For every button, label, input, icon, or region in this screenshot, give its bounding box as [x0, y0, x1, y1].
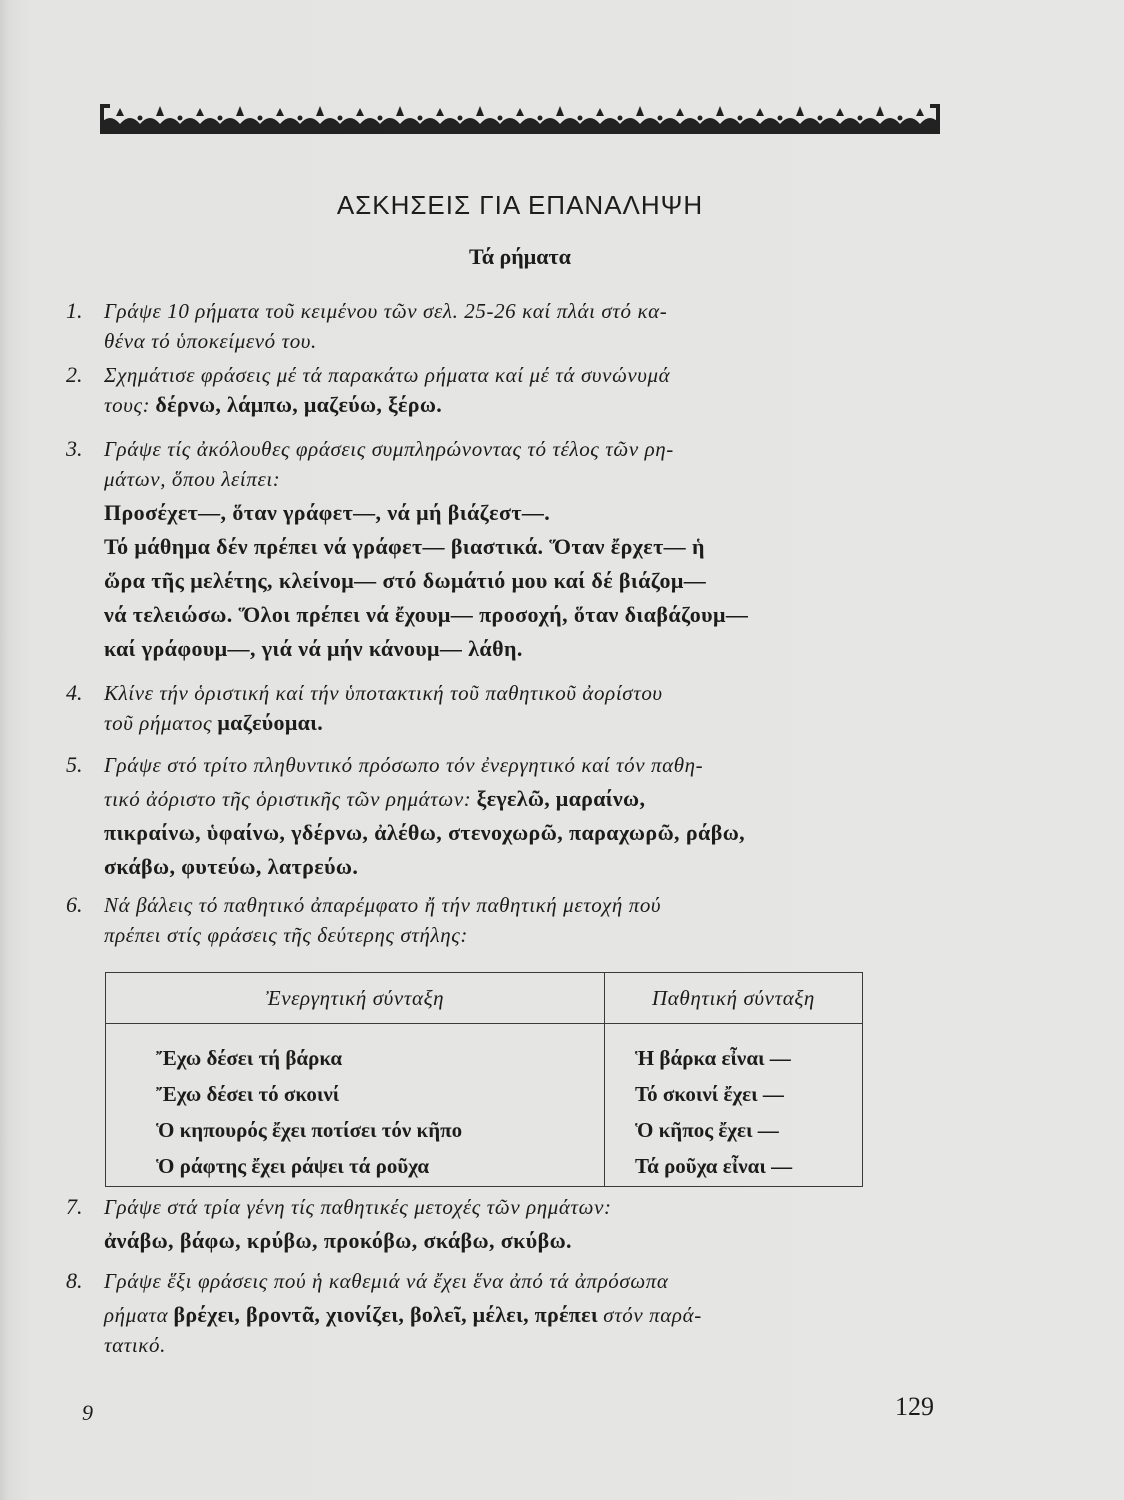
verb-list: ξεγελῶ, μαραίνω, [476, 786, 646, 811]
exercise-8 [66, 1266, 946, 1360]
exercise-text-line: τατικό. [104, 1333, 166, 1357]
verb-list: βρέχει, βροντᾶ, χιονίζει, βολεῖ, μέλει, πρέπει [173, 1302, 598, 1327]
exercise-text-fragment: στόν παρά- [603, 1303, 702, 1327]
fill-in-sentence: νά τελειώσω. Ὅλοι πρέπει νά ἔχουμ— προσοχή, ὅταν διαβάζουμ— [104, 602, 749, 627]
active-sentence: Ἔχω δέσει τό σκοινί [156, 1082, 340, 1106]
verb-list: μαζεύομαι. [217, 710, 324, 735]
active-sentence: Ὁ κηπουρός ἔχει ποτίσει τόν κῆπο [156, 1118, 463, 1142]
page-number: 129 [895, 1392, 934, 1421]
exercise-text-fragment: ρήματα [104, 1303, 169, 1327]
exercise-number: 3. [66, 436, 83, 461]
exercise-text-fragment: τους: [104, 393, 151, 417]
exercise-number: 5. [66, 752, 83, 777]
column-header-active: Ἐνεργητική σύνταξη [106, 973, 605, 1024]
exercise-5 [66, 750, 946, 882]
verb-list: πικραίνω, ὑφαίνω, γδέρνω, ἀλέθω, στενοχωρῶ, παραχωρῶ, ράβω, [104, 820, 746, 845]
fill-in-sentence: ὥρα τῆς μελέτης, κλείνομ— στό δωμάτιό μου καί δέ βιάζομ— [104, 568, 707, 593]
table-row [106, 1024, 863, 1187]
column-header-passive: Παθητική σύνταξη [605, 973, 863, 1024]
table-header-row [106, 973, 863, 1024]
exercise-4 [66, 678, 946, 738]
passive-sentence: Ἡ βάρκα εἶναι — [635, 1046, 791, 1070]
exercise-6 [66, 890, 946, 950]
exercise-text-line: θένα τό ὑποκείμενό του. [104, 329, 317, 353]
passive-sentence: Ὁ κῆπος ἔχει — [635, 1118, 779, 1142]
exercise-number: 4. [66, 680, 83, 705]
decorative-border-ornament [100, 98, 940, 134]
verb-list: σκάβω, φυτεύω, λατρεύω. [104, 854, 359, 879]
exercise-text-fragment: τικό ἀόριστο τῆς ὁριστικῆς τῶν ρημάτων: [104, 787, 472, 811]
fill-in-sentence: καί γράφουμ—, γιά νά μήν κάνουμ— λάθη. [104, 636, 523, 661]
active-column [106, 1024, 605, 1187]
exercise-3 [66, 434, 946, 664]
signature-mark: 9 [82, 1400, 93, 1425]
verb-list: ἀνάβω, βάφω, κρύβω, προκόβω, σκάβω, σκύβω. [104, 1228, 572, 1253]
active-sentence: Ὁ ράφτης ἔχει ράψει τά ροῦχα [156, 1154, 430, 1178]
passive-sentence: Τά ροῦχα εἶναι — [635, 1154, 793, 1178]
exercise-number: 1. [66, 298, 83, 323]
exercise-2 [66, 360, 946, 420]
exercise-number: 8. [66, 1268, 83, 1293]
exercise-number: 7. [66, 1194, 83, 1219]
voice-conversion-table [105, 972, 863, 1187]
exercise-text-line: μάτων, ὅπου λείπει: [104, 467, 281, 491]
verb-list: δέρνω, λάμπω, μαζεύω, ξέρω. [155, 392, 443, 417]
exercise-1 [66, 296, 946, 356]
exercise-number: 2. [66, 362, 83, 387]
exercise-number: 6. [66, 892, 83, 917]
exercise-text-fragment: τοῦ ρήματος [104, 711, 213, 735]
exercise-text-line: Σχημάτισε φράσεις μέ τά παρακάτω ρήματα καί μέ τά συνώνυμά [104, 363, 671, 387]
fill-in-sentence: Προσέχετ—, ὅταν γράφετ—, νά μή βιάζεστ—. [104, 500, 551, 525]
exercise-text-line: Γράψε τίς ἀκόλουθες φράσεις συμπληρώνοντας τό τέλος τῶν ρη- [104, 437, 674, 461]
exercise-text-line: Γράψε 10 ρήματα τοῦ κειμένου τῶν σελ. 25-26 καί πλάι στό κα- [104, 299, 668, 323]
page-title: ΑΣΚΗΣΕΙΣ ΓΙΑ ΕΠΑΝΑΛΗΨΗ [336, 190, 704, 220]
exercise-text-line: Κλίνε τήν ὁριστική καί τήν ὑποτακτική τοῦ παθητικοῦ ἀορίστου [104, 681, 663, 705]
active-sentence: Ἔχω δέσει τή βάρκα [156, 1046, 343, 1070]
exercise-7 [66, 1192, 946, 1256]
passive-column [605, 1024, 863, 1187]
fill-in-sentence: Τό μάθημα δέν πρέπει νά γράφετ— βιαστικά. Ὅταν ἔρχετ— ἡ [104, 534, 705, 559]
exercise-text-line: Γράψε στά τρία γένη τίς παθητικές μετοχές τῶν ρημάτων: [104, 1195, 612, 1219]
section-subtitle: Τά ρήματα [469, 244, 571, 269]
exercise-text-line: πρέπει στίς φράσεις τῆς δεύτερης στήλης: [104, 923, 468, 947]
exercise-text-line: Γράψε ἕξι φράσεις πού ἡ καθεμιά νά ἔχει ἕνα ἀπό τά ἀπρόσωπα [104, 1269, 669, 1293]
passive-sentence: Τό σκοινί ἔχει — [635, 1082, 784, 1106]
exercise-text-line: Γράψε στό τρίτο πληθυντικό πρόσωπο τόν ἐνεργητικό καί τόν παθη- [104, 753, 704, 777]
exercise-text-line: Νά βάλεις τό παθητικό ἀπαρέμφατο ἤ τήν παθητική μετοχή πού [104, 893, 662, 917]
